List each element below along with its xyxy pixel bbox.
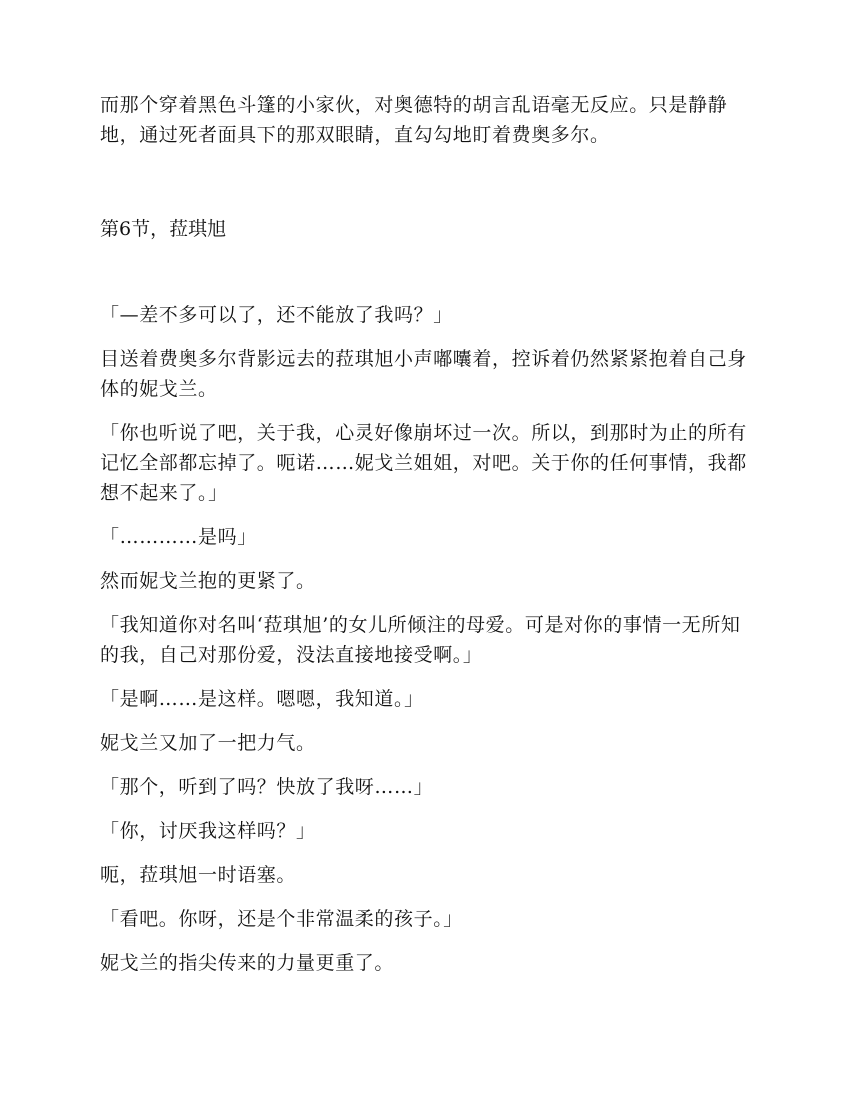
paragraph-12: 「看吧。你呀，还是个非常温柔的孩子。」 — [100, 908, 463, 930]
section-heading: 第6节，菈琪旭 — [100, 218, 227, 240]
document-page — [100, 90, 750, 992]
paragraph-6: 「我知道你对名叫‘菈琪旭’的女儿所倾注的母爱。可是对你的事情一无所知的我，自己对那份爱，没法直接地接受啊。」 — [100, 614, 741, 666]
paragraph-11: 呃，菈琪旭一时语塞。 — [100, 864, 297, 886]
paragraph-4: 「…………是吗」 — [100, 526, 257, 548]
paragraph-1: 「—差不多可以了，还不能放了我吗？」 — [100, 304, 453, 326]
paragraph-9: 「那个，听到了吗？快放了我呀……」 — [100, 776, 434, 798]
paragraph-10: 「你，讨厌我这样吗？」 — [100, 820, 316, 842]
paragraph-2: 目送着费奥多尔背影远去的菈琪旭小声嘟囔着，控诉着仍然紧紧抱着自己身体的妮戈兰。 — [100, 348, 747, 400]
paragraph-8: 妮戈兰又加了一把力气。 — [100, 732, 316, 754]
intro-paragraph: 而那个穿着黑色斗篷的小家伙，对奥德特的胡言乱语毫无反应。只是静静地，通过死者面具下的那双眼睛，直勾勾地盯着费奥多尔。 — [100, 94, 728, 146]
paragraph-5: 然而妮戈兰抱的更紧了。 — [100, 570, 316, 592]
paragraph-3: 「你也听说了吧，关于我，心灵好像崩坏过一次。所以，到那时为止的所有记忆全部都忘掉了。呃诺……妮戈兰姐姐，对吧。关于你的任何事情，我都想不起来了。」 — [100, 422, 747, 504]
paragraph-13: 妮戈兰的指尖传来的力量更重了。 — [100, 952, 395, 974]
paragraph-7: 「是啊……是这样。嗯嗯，我知道。」 — [100, 688, 424, 710]
